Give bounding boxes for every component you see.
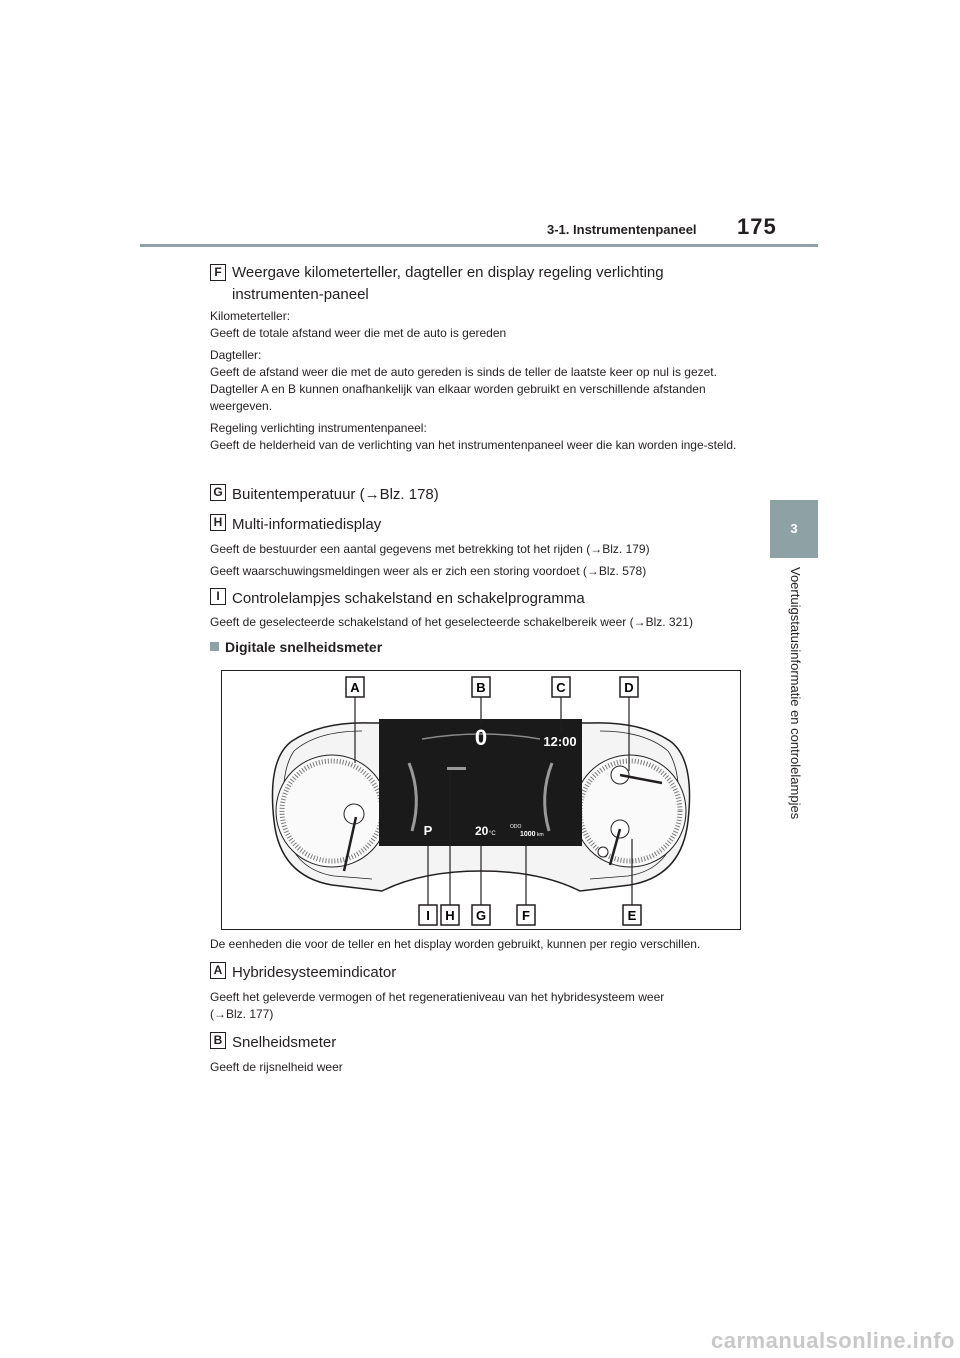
subsection-title: Digitale snelheidsmeter	[225, 639, 383, 655]
tripmeter-desc: Geeft de afstand weer die met de auto gereden is sinds de teller de laatste keer op nul is gezet. Dagteller A en B kunnen onafhankelijk van elkaar worden gebruikt en verschillende afstanden weergeven.	[210, 365, 717, 413]
svg-text:E: E	[627, 908, 637, 923]
section-title: 3-1. Instrumentenpaneel	[547, 222, 697, 237]
svg-text:D: D	[624, 680, 634, 695]
page-number: 175	[737, 214, 777, 239]
item-a-line-2: (→Blz. 177)	[210, 1007, 274, 1021]
item-i-badge: I	[210, 588, 226, 605]
item-h-text	[210, 541, 750, 580]
item-i-title: Controlelampjes schakelstand en schakelprogramma	[232, 590, 585, 607]
item-h	[210, 514, 381, 536]
header-divider	[140, 244, 818, 247]
right-dial	[574, 755, 686, 867]
bottom-label-e	[623, 905, 641, 925]
svg-text:I: I	[426, 908, 430, 923]
item-a-badge: A	[210, 962, 226, 979]
instrument-cluster-illustration	[222, 671, 740, 929]
svg-text:G: G	[475, 908, 487, 923]
bottom-label-g	[472, 905, 490, 925]
item-b	[210, 1032, 336, 1054]
gear-indicator: P	[423, 823, 433, 838]
item-b-line-1: Geeft de rijsnelheid weer	[210, 1060, 343, 1074]
item-f	[210, 262, 750, 306]
bottom-label-f	[517, 905, 535, 925]
svg-text:F: F	[522, 908, 530, 923]
svg-text:H: H	[445, 908, 455, 923]
panel-light-heading: Regeling verlichting instrumentenpaneel:	[210, 421, 427, 435]
panel-light-desc: Geeft de helderheid van de verlichting van het instrumentenpaneel weer die kan worden inge-steld.	[210, 438, 737, 452]
indicator-dot	[598, 847, 608, 857]
item-b-title: Snelheidsmeter	[232, 1034, 337, 1051]
left-dial	[276, 755, 388, 867]
site-watermark[interactable]: carmanualsonline.info	[711, 1328, 955, 1353]
item-g-badge: G	[210, 484, 226, 501]
item-b-text	[210, 1059, 750, 1076]
bottom-label-h	[441, 905, 459, 925]
item-g-title: Buitentemperatuur (→Blz. 178)	[232, 486, 439, 503]
item-h-line-2: Geeft waarschuwingsmeldingen weer als er zich een storing voordoet (→Blz. 578)	[210, 564, 647, 578]
odometer-heading: Kilometerteller:	[210, 309, 291, 323]
tripmeter-heading: Dagteller:	[210, 348, 262, 362]
outside-temp-unit: °C	[489, 831, 496, 837]
odo-label: ODO	[510, 824, 522, 830]
item-h-title: Multi-informatiedisplay	[232, 516, 382, 533]
item-i-line-1: Geeft de geselecteerde schakelstand of het geselecteerde schakelbereik weer (→Blz. 321)	[210, 615, 693, 629]
item-h-line-1: Geeft de bestuurder een aantal gegevens met betrekking tot het rijden (→Blz. 179)	[210, 542, 650, 556]
odometer-desc: Geeft de totale afstand weer die met de auto is gereden	[210, 326, 507, 340]
odometer-unit: km	[537, 832, 544, 838]
top-label-c	[552, 677, 570, 697]
instrument-cluster-figure	[221, 670, 741, 930]
item-a-line-1: Geeft het geleverde vermogen of het regeneratieniveau van het hybridesysteem weer	[210, 990, 665, 1004]
item-f-text	[210, 308, 750, 454]
chapter-tab[interactable]: 3	[770, 500, 818, 558]
item-f-badge: F	[210, 264, 226, 281]
item-i-text	[210, 614, 750, 631]
item-g	[210, 484, 439, 506]
clock-value: 12:00	[543, 734, 577, 749]
item-h-badge: H	[210, 514, 226, 531]
svg-text:A: A	[350, 680, 360, 695]
item-a-title: Hybridesysteemindicator	[232, 964, 397, 981]
odometer-value: 1000	[520, 831, 536, 838]
top-label-b	[472, 677, 490, 697]
multi-info-marker	[447, 767, 466, 770]
item-b-badge: B	[210, 1032, 226, 1049]
item-a	[210, 962, 396, 984]
bottom-label-i	[419, 905, 437, 925]
bullet-square-icon	[210, 642, 219, 651]
item-f-title: Weergave kilometerteller, dagteller en display regeling verlichting instrumenten-paneel	[232, 264, 664, 303]
item-a-text	[210, 989, 750, 1023]
speed-value: 0	[474, 725, 488, 750]
top-label-a	[346, 677, 364, 697]
svg-text:C: C	[556, 680, 566, 695]
svg-text:B: B	[476, 680, 486, 695]
outside-temp-value: 20	[475, 824, 489, 838]
chapter-title: Voertuigstatusinformatie en controlelampjes	[788, 567, 803, 820]
subsection-heading	[210, 639, 382, 655]
top-label-d	[620, 677, 638, 697]
item-i	[210, 588, 585, 610]
figure-caption: De eenheden die voor de teller en het display worden gebruikt, kunnen per regio verschillen.	[210, 937, 701, 951]
